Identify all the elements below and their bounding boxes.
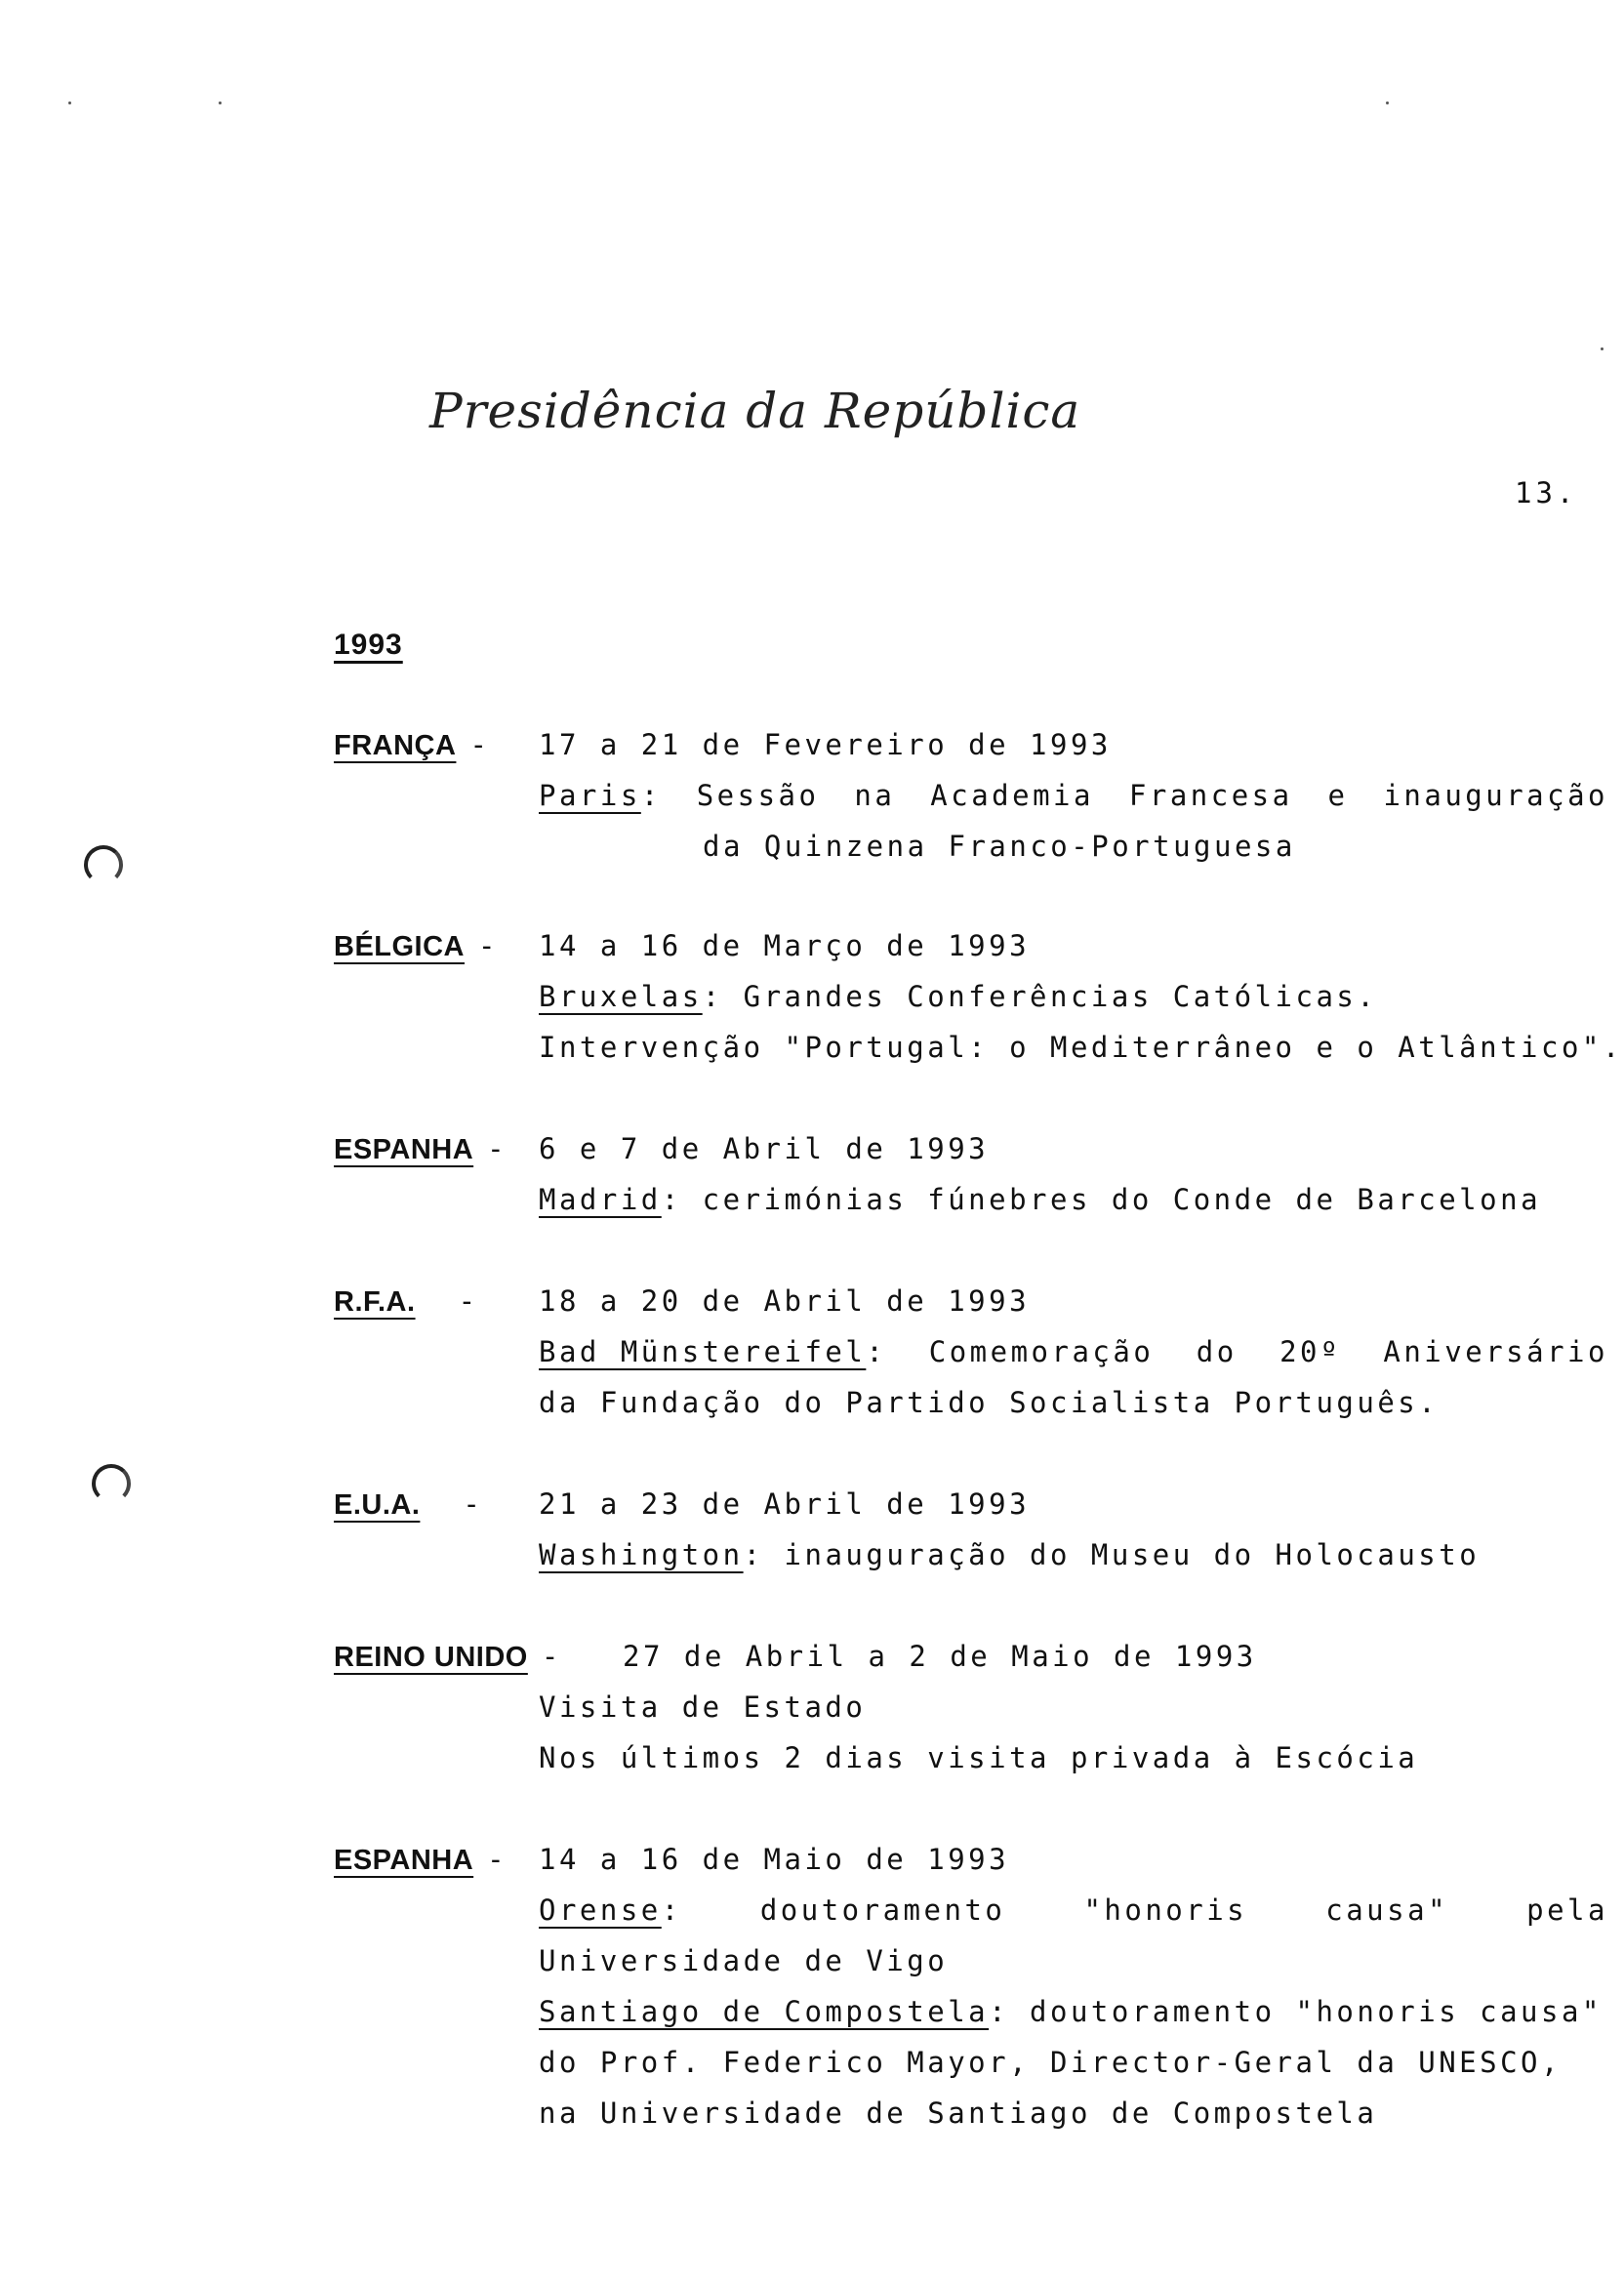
trip-dates: 14 a 16 de Maio de 1993 [539,1843,1010,1876]
scan-speck [68,102,71,104]
punch-hole-icon [92,1464,131,1503]
trip-description-line: Visita de Estado [539,1690,867,1724]
trip-description-line: do Prof. Federico Mayor, Director-Geral da UNESCO, [539,2046,1562,2079]
word: e [1327,779,1349,812]
place-name: Madrid [539,1183,662,1216]
place-name: Bruxelas [539,980,703,1013]
dash: - [487,1843,506,1876]
letterhead: Presidência da República [429,383,1081,439]
trip-description-line: Intervenção "Portugal: o Mediterrâneo e o Atlântico". [539,1031,1623,1064]
punch-hole-icon [84,845,123,884]
place-name: Orense [539,1893,662,1927]
word: "honoris [1083,1893,1248,1927]
country-label [334,929,496,963]
trip-description-line: na Universidade de Santiago de Compostela [539,2097,1378,2130]
word: na [854,779,896,812]
place-name: Washington [539,1538,744,1571]
place-name: Santiago de Compostela [539,1995,990,2028]
trip-dates: 18 a 20 de Abril de 1993 [539,1284,1031,1318]
country-name: REINO UNIDO [334,1642,528,1673]
place-suffix: : [661,1893,682,1927]
page-number: 13. [1515,476,1578,509]
word: causa" [1325,1893,1449,1927]
trip-dates: 27 de Abril a 2 de Maio de 1993 [623,1640,1257,1673]
country-label [334,1132,505,1166]
country-name: FRANÇA [334,730,457,761]
trip-description-line: da Quinzena Franco-Portuguesa [703,830,1296,863]
place-group [539,1335,886,1368]
trip-description-line: da Fundação do Partido Socialista Português. [539,1386,1440,1419]
word: Francesa [1128,779,1293,812]
trip-description-line: Nos últimos 2 dias visita privada à Escócia [539,1741,1419,1774]
country-label [334,728,487,762]
scan-speck [219,102,222,104]
word: do [1196,1335,1238,1368]
word: 20º [1279,1335,1341,1368]
word: Aniversário [1383,1335,1608,1368]
scan-speck [1386,102,1389,104]
trip-dates: 21 a 23 de Abril de 1993 [539,1487,1031,1521]
country-name: ESPANHA [334,1134,474,1165]
country-label [334,1640,559,1674]
place-suffix: : [640,779,662,812]
country-label [334,1284,476,1319]
place-group [539,1893,682,1927]
place-text: : doutoramento "honoris causa" [989,1995,1603,2028]
dash: - [478,929,496,962]
country-label [334,1843,505,1877]
dash: - [469,728,488,761]
trip-description-line [539,1538,1480,1571]
dash: - [541,1640,559,1673]
place-name: Bad Münstereifel [539,1335,867,1368]
place-group [539,779,662,812]
word: inauguração [1383,779,1608,812]
word: pela [1526,1893,1608,1927]
trip-dates: 17 a 21 de Fevereiro de 1993 [539,728,1112,761]
dash: - [458,1284,476,1318]
word: Academia [930,779,1094,812]
country-label [334,1487,480,1522]
place-text: : inauguração do Museu do Holocausto [743,1538,1481,1571]
trip-description-line [539,1893,1608,1927]
trip-description-line: Universidade de Vigo [539,1944,949,1977]
word: Sessão [696,779,820,812]
country-name: BÉLGICA [334,931,465,962]
country-name: ESPANHA [334,1845,474,1876]
trip-dates: 6 e 7 de Abril de 1993 [539,1132,990,1165]
place-text: : cerimónias fúnebres do Conde de Barcelona [661,1183,1542,1216]
word: Comemoração [928,1335,1155,1368]
trip-description-line [539,1335,1608,1368]
scan-speck [1601,347,1604,350]
word: doutoramento [759,1893,1006,1927]
year-heading: 1993 [334,629,403,661]
place-suffix: : [866,1335,887,1368]
place-text: : Grandes Conferências Católicas. [702,980,1378,1013]
country-name: E.U.A. [334,1489,421,1521]
dash: - [463,1487,481,1521]
dash: - [487,1132,506,1165]
trip-dates: 14 a 16 de Março de 1993 [539,929,1031,962]
country-name: R.F.A. [334,1286,416,1318]
trip-description-line [539,980,1377,1013]
place-name: Paris [539,779,641,812]
trip-description-line [539,1183,1541,1216]
trip-description-line [539,1995,1603,2028]
trip-description-line [539,779,1608,812]
